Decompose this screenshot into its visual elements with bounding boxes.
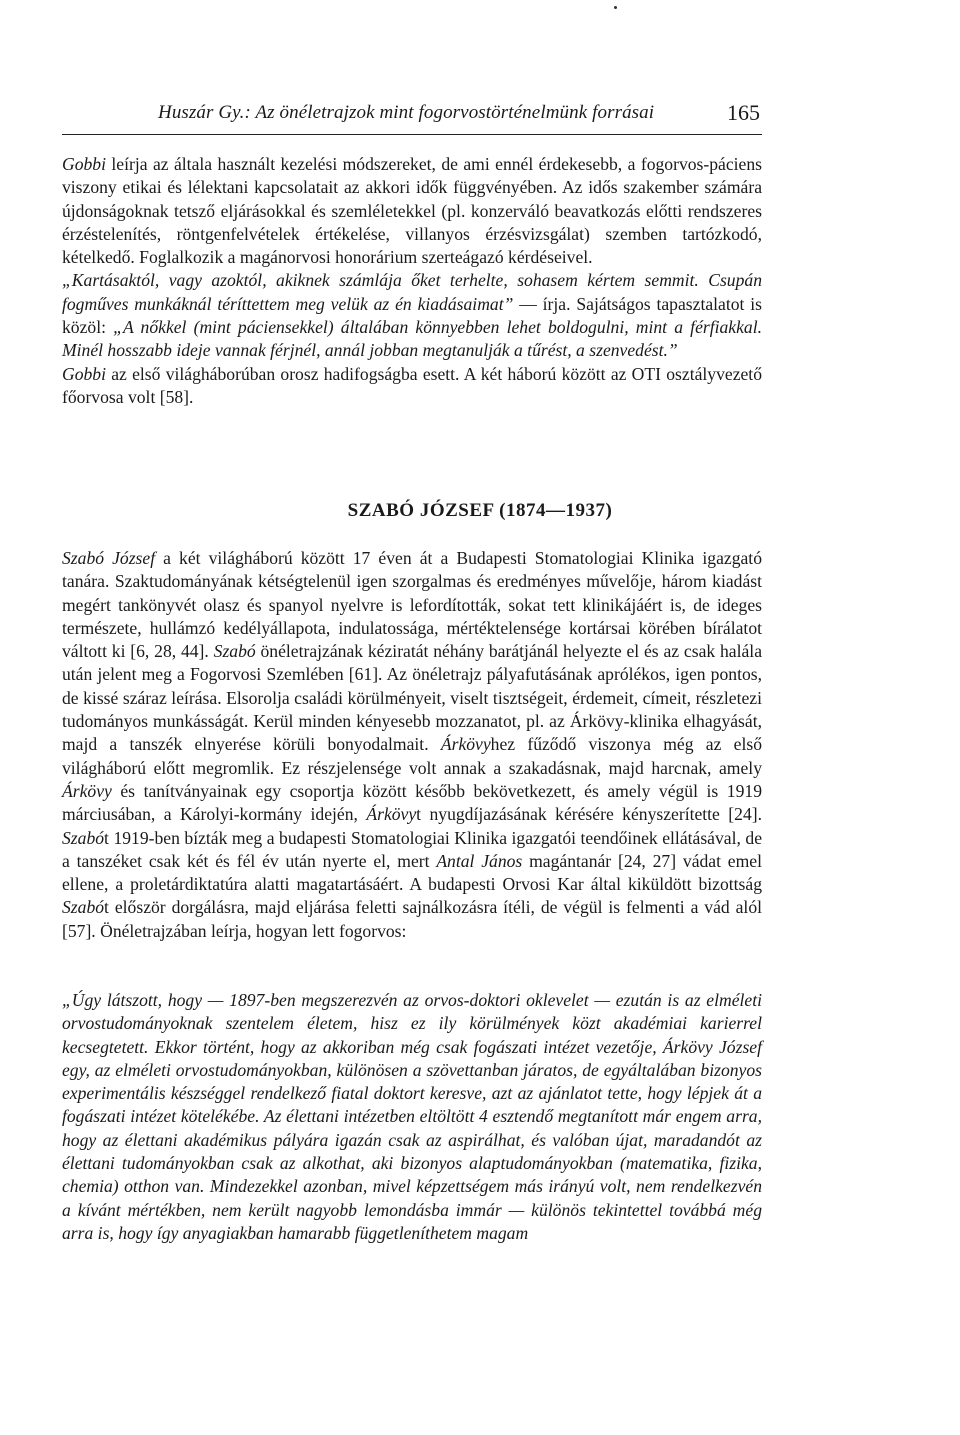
body-text: leírja az általa használt kezelési módszereket, de ami ennél érdekesebb, a fogorvos-páciens viszony etikai és lélektani kapcsolatait az akkori idők függvényében. Az idős szakember számára újdonságoknak tetsző eljárásokkal és szemléletekkel (pl. konzerváló beavatkozás előtti rendszeres érzéstelenítés, röntgenfelvételek értékelése, villanyos érzésvizsgálat) szemben tartózkodó, kételkedő. Foglalkozik a magánorvosi honorárium szerteágazó kérdéseivel.	[62, 154, 762, 268]
body-text: t először dorgálásra, majd eljárása feletti sajnálkozásra ítéli, de végül is felmenti a vád alól [57]. Önéletrajzában leírja, hogyan lett fogorvos:	[62, 897, 762, 941]
scan-speck	[614, 6, 617, 9]
person-name: Szabó	[62, 827, 105, 848]
body-text: a két világháború között 17 éven át a Budapesti Stomatologiai Klinika igazgató tanára. Szaktudományának kétségtelenül igen szorgalmas és eredményes művelője, három kiadást megért tankönyvét olasz és spanyol nyelvre is lefordították, sokat tett klinikájáért is, de ideges természete, hullámzó kedélyállapota, indulatossága, mértéktelensége kortársai körében bírálatot váltott ki [6, 28, 44].	[62, 548, 762, 662]
person-name: Árkövy	[440, 734, 491, 755]
body-text: magántanár [24, 27] vádat emel ellene, a proletárdiktatúra alatti magatartásáért. A budapesti Orvosi Kar által kiküldött bizottság	[62, 850, 762, 895]
person-name: Szabó József	[62, 548, 156, 568]
person-name: Árkövy	[366, 804, 417, 825]
quotation: „Kartásaktól, vagy azoktól, akiknek számlája őket terhelte, sohasem kértem semmit. Csupán fogműves munkáknál téríttettem meg velük az én kiadásaimat”	[62, 270, 762, 314]
body-text: önéletrajzának kéziratát néhány barátjánál helyezte el és az csak halála után jelent meg a Fogorvosi Szemlében [61]. Az önéletrajz pályafutásának aprólékos, igen pontos, de kissé száraz leírása. Elsorolja családi körülményeit, viselt tisztségeit, érdemeit, címeit, részletezi tudományos munkásságát. Kerül minden kényesebb mozzanatot, pl. az Árkövy-klinika elhagyását, majd a tanszék elnyerése körüli bonyodalmait.	[62, 641, 762, 755]
body-text: az első világháborúban orosz hadifogságba esett. A két háború között az OTI osztályvezető főorvosa volt [58].	[62, 363, 762, 407]
running-title: Huszár Gy.: Az önéletrajzok mint fogorvostörténelmünk forrásai	[158, 102, 655, 123]
person-name: Árkövy	[62, 780, 112, 801]
page-number: 165	[727, 100, 760, 125]
quote-text: egy, az elméleti orvostudományokban, különösen a szövettanban járatos, de egyáltalában bizonyos experimentális készséggel rendelkező fiatal doktort keresve, azt az ajánlatot tette, hogy lépjek át a fogászati intézet kötelékébe. Az élettani intézetben eltöltött 4 esztendő megtanított már engem arra, hogy az élettani akadémikus pályára igazán csak az aspirálhat, és valóban újat, maradandót az élettani tudományokban csak az alkothat, aki bizonyos alaptudományokban (matematika, fizika, chemia) otthon van. Mindezekkel azonban, mivel képzettségem más irányú volt, nem rendelkezvén a kívánt mértékben, nem került nagyobb lemondásba immár — különös tekintettel továbbá még arra is, hogy így anyagiakban hamarabb függetleníthetem magam	[62, 1059, 762, 1243]
person-name: Gobbi	[62, 154, 106, 174]
person-name: Szabó	[62, 897, 105, 918]
person-name: Gobbi	[62, 363, 106, 384]
szabo-paragraph	[62, 547, 762, 943]
body-text: és tanítványainak egy csoportja között később bekövetkezett, és amely végül is 1919 márciusában, a Károlyi-kormány idején,	[62, 780, 762, 825]
quote-text: „Úgy látszott, hogy — 1897-ben megszerezvén az orvos-doktori oklevelet — ezután is az elméleti orvostudományoknak szentelem életem, hisz ez ily körülmények közt akadémiai karierrel kecsegtetett. Ekkor történt, hogy az akkoriban még csak fogászati intézet vezetője,	[62, 990, 762, 1057]
body-text: t nyugdíjazásának kérésére kényszerítette [24].	[416, 804, 762, 825]
body-text: — írja. Sajátságos tapasztalatot is közöl:	[62, 293, 762, 338]
body-text: hez fűződő viszonya még az első világháború előtt megromlik. Ez részjelensége volt annak a szakadásnak, majd harcnak, amely	[62, 734, 762, 778]
body-text: t 1919-ben bízták meg a budapesti Stomatologiai Klinika igazgatói teendőinek ellátásával, de a tanszéket csak két és fél év után nyerte el, mert	[62, 827, 762, 871]
running-header	[62, 100, 762, 135]
autobiography-quote	[62, 989, 762, 1245]
person-name: Árkövy József	[662, 1036, 762, 1057]
quotation: „A nőkkel (mint páciensekkel) általában könnyebben lehet boldogulni, mint a férfiakkal. Minél hosszabb ideje vannak férjnél, annál jobban megtanulják a tűrést, a szenvedést.”	[62, 317, 762, 361]
person-name: Antal János	[436, 850, 523, 871]
gobbi-paragraph	[62, 153, 762, 409]
person-name: Szabó	[213, 641, 256, 662]
section-title: SZABÓ JÓZSEF (1874—1937)	[347, 500, 613, 521]
